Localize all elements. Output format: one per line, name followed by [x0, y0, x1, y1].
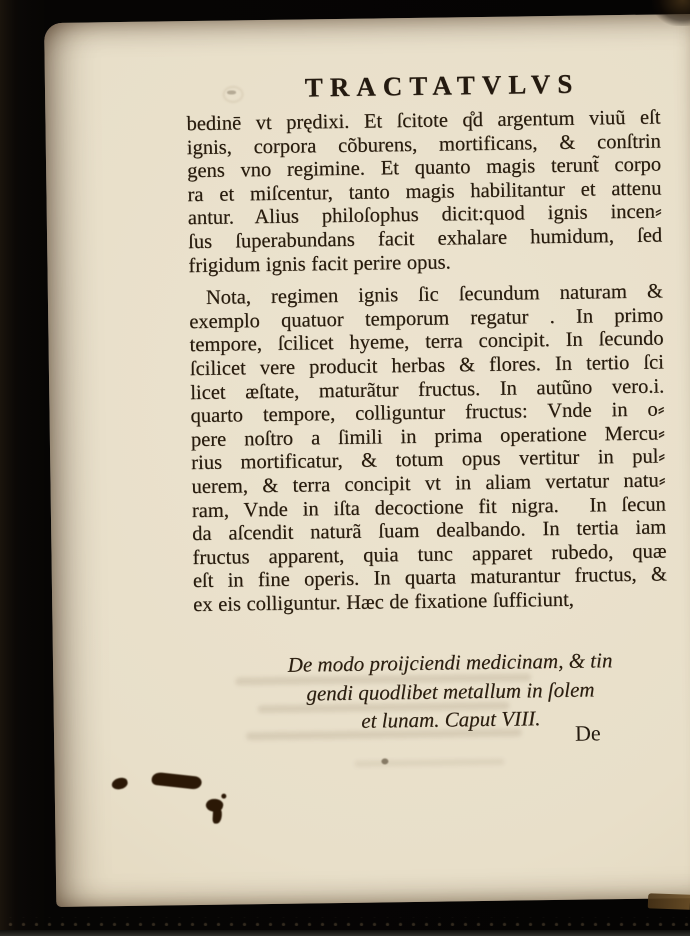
text-line: quarto tempore, colliguntur fructus: Vnde in o⸗	[190, 398, 665, 428]
text-line: tempore, ſcilicet hyeme, terra concipit. In ſecundo	[189, 327, 664, 357]
ink-blot-bar	[151, 772, 202, 790]
text-line: pere noſtro a ſimili in prima operatione Mercu⸗	[190, 422, 666, 451]
text-line: exemplo quatuor temporum regatur . In primo	[189, 304, 664, 333]
text-line: licet æſtate, maturãtur fructus. In autũno vero.i.	[190, 374, 665, 404]
verso-showthrough	[354, 759, 504, 767]
paper-speck	[227, 90, 236, 94]
text-line: da aſcendit naturã ſuam dealbando. In tertia iam	[192, 516, 667, 546]
text-line: gens vno regimine. Et quanto magis terunt̃ corpo	[186, 153, 662, 183]
chapter-heading	[213, 645, 688, 737]
text-line: uerem, & terra concipit vt in aliam vertatur natu⸗	[191, 469, 666, 498]
paper-speck	[381, 758, 388, 764]
film-edge-strip	[0, 930, 690, 936]
chapter-heading-line: et lunam. Caput VIII.	[361, 706, 541, 733]
text-line: bedinē vt prędixi. Et ſcitote q̊d argentum viuũ eſt	[186, 106, 661, 136]
text-line: rius mortificatur, & totum opus vertitur in pul⸗	[191, 445, 666, 475]
binding-edge-fragment	[648, 893, 690, 909]
film-edge-dots	[0, 917, 690, 926]
text-line: Nota, regimen ignis ſic ſecundum naturam &	[205, 280, 664, 309]
catchword: De	[574, 720, 601, 746]
text-line: frigidum ignis facit perire opus.	[188, 250, 451, 277]
page-edge-shadow	[652, 0, 690, 26]
ink-blot-squiggle	[205, 797, 225, 814]
text-line: ſus ſuperabundans facit exhalare humidum, ſed	[187, 224, 663, 254]
text-line: ex eis colliguntur. Hæc de fixatione ſufficiunt,	[193, 588, 574, 616]
chapter-heading-line: De modo proijciendi medicinam, & tin	[287, 648, 613, 677]
book-page	[44, 14, 690, 907]
paragraph	[186, 106, 662, 278]
text-line: ram, Vnde in iſta decoctione fit nigra. In ſecun	[191, 492, 666, 522]
text-line: eſt in fine operis. In quarta maturantur fructus, &	[192, 563, 667, 593]
text-line: ignis, corpora cõburens, mortificans, & conſtrin	[186, 130, 661, 159]
body-text-block	[186, 106, 667, 617]
text-line: fructus apparent, quia tunc apparet rubedo, quæ	[192, 540, 667, 569]
text-line: ſcilicet vere producit herbas & flores. In tertio ſci	[189, 351, 665, 381]
text-line: ra et miſcentur, tanto magis habilitantur et attenu	[187, 177, 662, 206]
text-line: antur. Alius philoſophus dicit:quod ignis incen⸗	[187, 200, 662, 230]
running-title: TRACTATVLVS	[304, 68, 580, 103]
ink-blot-dot	[111, 776, 129, 790]
chapter-heading-line: gendi quodlibet metallum in ſolem	[306, 676, 595, 705]
paragraph	[189, 281, 668, 618]
